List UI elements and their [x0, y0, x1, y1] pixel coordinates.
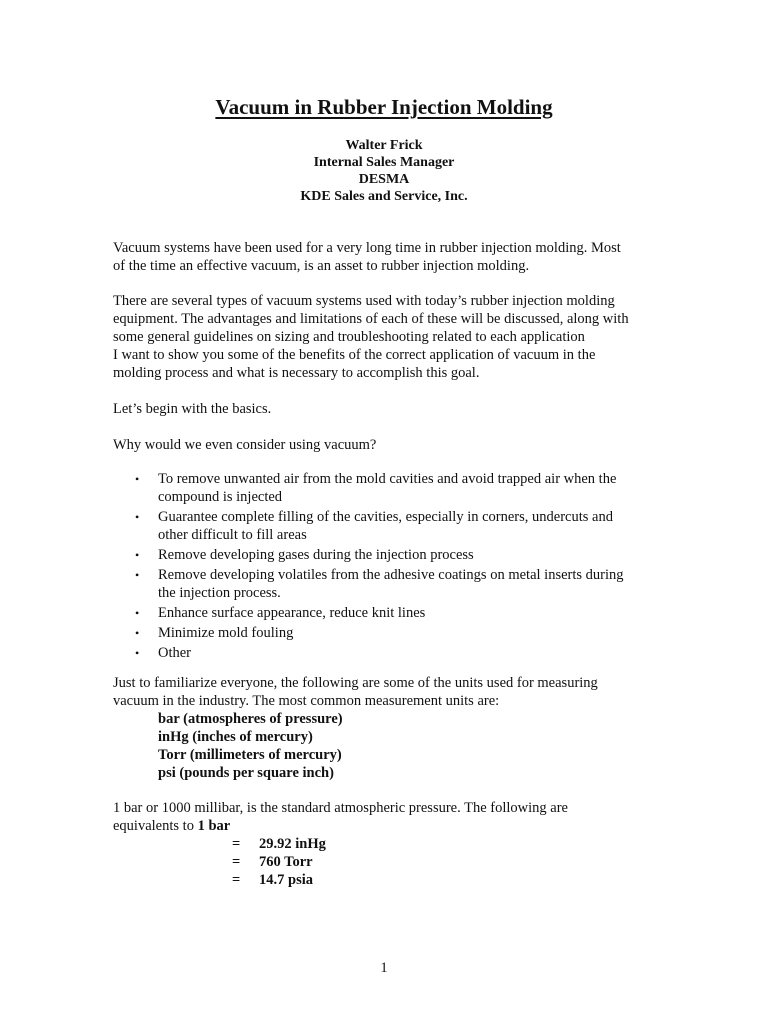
equivalent-value: 14.7 psia: [259, 872, 313, 888]
list-item-text: To remove unwanted air from the mold cavities and avoid trapped air when the: [158, 471, 617, 487]
bullet-icon: •: [135, 548, 140, 562]
paragraph-line: vacuum in the industry. The most common measurement units are:: [113, 693, 500, 709]
author-block: [0, 137, 768, 205]
paragraph-line: molding process and what is necessary to accomplish this goal.: [113, 365, 480, 381]
list-item-text: other difficult to fill areas: [158, 527, 307, 543]
paragraph-atmospheric: [113, 799, 673, 835]
equivalent-row: [232, 835, 326, 853]
list-item-text: Guarantee complete filling of the cavities, especially in corners, undercuts and: [158, 509, 613, 525]
bullet-icon: •: [135, 646, 140, 660]
list-item: [113, 546, 673, 564]
paragraph-units-intro: [113, 674, 673, 710]
list-item-text: compound is injected: [158, 489, 283, 505]
paragraph-basics: Let’s begin with the basics.: [113, 401, 272, 417]
paragraph-line: some general guidelines on sizing and troubleshooting related to each application: [113, 329, 585, 345]
paragraph-line: There are several types of vacuum systems used with today’s rubber injection molding: [113, 293, 615, 309]
bullet-icon: •: [135, 568, 140, 582]
equals-sign: =: [232, 836, 241, 852]
author-company: DESMA: [358, 172, 410, 187]
paragraph-line: [113, 817, 673, 835]
units-list: [158, 710, 343, 782]
document-title: Vacuum in Rubber Injection Molding: [215, 95, 553, 119]
paragraph-line: Vacuum systems have been used for a very long time in rubber injection molding. Most: [113, 240, 621, 256]
equals-sign: =: [232, 854, 241, 870]
unit-item: inHg (inches of mercury): [158, 729, 313, 745]
list-item-text: Minimize mold fouling: [158, 625, 294, 641]
equivalent-value: 760 Torr: [259, 854, 313, 870]
list-item-text: Other: [158, 645, 192, 661]
paragraph-line: Just to familiarize everyone, the following are some of the units used for measuring: [113, 675, 598, 691]
unit-item: bar (atmospheres of pressure): [158, 711, 343, 727]
list-item-text: Enhance surface appearance, reduce knit lines: [158, 605, 426, 621]
bullet-icon: •: [135, 510, 140, 524]
paragraph-line: of the time an effective vacuum, is an asset to rubber injection molding.: [113, 258, 530, 274]
list-item: [113, 624, 673, 642]
equals-sign: =: [232, 872, 241, 888]
list-item: [113, 644, 673, 662]
equivalents-prefix: equivalents to: [113, 818, 198, 834]
author-name: Walter Frick: [345, 138, 423, 153]
list-item: [113, 604, 673, 622]
paragraph-line: equipment. The advantages and limitations of each of these will be discussed, along with: [113, 311, 629, 327]
page-number: 1: [380, 960, 388, 976]
unit-item: psi (pounds per square inch): [158, 765, 334, 781]
benefits-list: [113, 470, 673, 664]
bullet-icon: •: [135, 626, 140, 640]
list-item-text: the injection process.: [158, 585, 281, 601]
list-item-text: Remove developing gases during the injection process: [158, 547, 474, 563]
equivalents-bar: 1 bar: [197, 818, 231, 834]
equivalent-value: 29.92 inHg: [259, 836, 326, 852]
list-item-text: Remove developing volatiles from the adhesive coatings on metal inserts during: [158, 567, 624, 583]
author-role: Internal Sales Manager: [313, 155, 455, 170]
equivalents-list: [232, 835, 326, 889]
bullet-icon: •: [135, 472, 140, 486]
paragraph-line: 1 bar or 1000 millibar, is the standard atmospheric pressure. The following are: [113, 800, 568, 816]
paragraph-question: Why would we even consider using vacuum?: [113, 437, 377, 453]
equivalent-row: [232, 871, 326, 889]
unit-item: Torr (millimeters of mercury): [158, 747, 342, 763]
author-organization: KDE Sales and Service, Inc.: [300, 189, 468, 204]
paragraph-intro: [113, 239, 673, 275]
list-item: [113, 566, 673, 602]
list-item: [113, 508, 673, 544]
equivalent-row: [232, 853, 326, 871]
paragraph-line: I want to show you some of the benefits of the correct application of vacuum in the: [113, 347, 596, 363]
paragraph-vacuum-types: [113, 292, 673, 382]
list-item: [113, 470, 673, 506]
bullet-icon: •: [135, 606, 140, 620]
